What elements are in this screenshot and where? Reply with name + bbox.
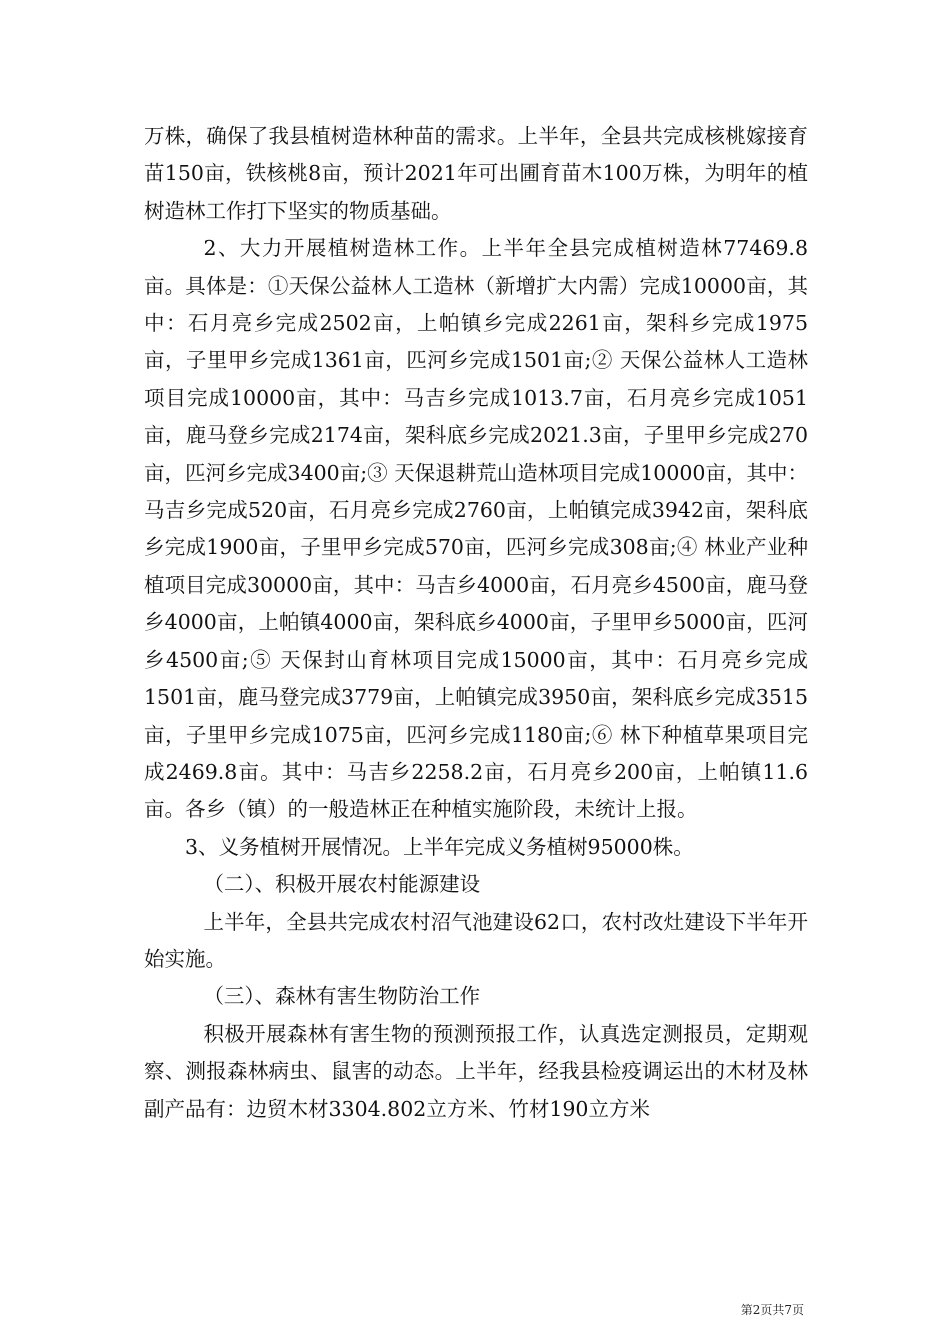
paragraph-afforestation: 2、大力开展植树造林工作。上半年全县完成植树造林77469.8亩。具体是：①天保公益林人工造林（新增扩大内需）完成10000亩，其中：石月亮乡完成2502亩，上帕镇乡完成2261亩，架科乡完成1975亩，子里甲乡完成1361亩，匹河乡完成1501亩;② 天保公益林人工造林项目完成10000亩，其中：马吉乡完成1013.7亩，石月亮乡完成1051亩，鹿马登乡完成2174亩，架科底乡完成2021.3亩，子里甲乡完成270亩，匹河乡完成3400亩;③ 天保退耕荒山造林项目完成10000亩，其中：马吉乡完成520亩，石月亮乡完成2760亩，上帕镇完成3942亩，架科底乡完成1900亩，子里甲乡完成570亩，匹河乡完成308亩;④ 林业产业种植项目完成30000亩，其中：马吉乡4000亩，石月亮乡4500亩，鹿马登乡4000亩，上帕镇4000亩，架科底乡4000亩，子里甲乡5000亩，匹河乡4500亩;⑤ 天保封山育林项目完成15000亩，其中：石月亮乡完成1501亩，鹿马登完成3779亩，上帕镇完成3950亩，架科底乡完成3515亩，子里甲乡完成1075亩，匹河乡完成1180亩;⑥ 林下种植草果项目完成2469.8亩。其中：马吉乡2258.2亩，石月亮乡200亩，上帕镇11.6亩。各乡（镇）的一般造林正在种植实施阶段，未统计上报。 [144,236,808,822]
paragraph-voluntary-planting: 3、义务植树开展情况。上半年完成义务植树95000株。 [185,834,694,859]
document-body [144,118,808,1128]
section-heading-pest-control: （三）、森林有害生物防治工作 [203,984,481,1009]
paragraph-seedlings: 万株，确保了我县植树造林种苗的需求。上半年，全县共完成核桃嫁接育苗150亩，铁核桃8亩，预计2021年可出圃育苗木100万株，为明年的植树造林工作打下坚实的物质基础。 [144,124,808,223]
paragraph-pest-control: 积极开展森林有害生物的预测预报工作，认真选定测报员，定期观察、测报森林病虫、鼠害的动态。上半年，经我县检疫调运出的木材及林副产品有：边贸木材3304.802立方米、竹材190立方米 [144,1021,808,1121]
page-number: 第2页共7页 [740,1303,804,1317]
section-heading-rural-energy: （二）、积极开展农村能源建设 [203,872,481,897]
paragraph-rural-energy: 上半年，全县共完成农村沼气池建设62口，农村改灶建设下半年开始实施。 [144,909,808,971]
